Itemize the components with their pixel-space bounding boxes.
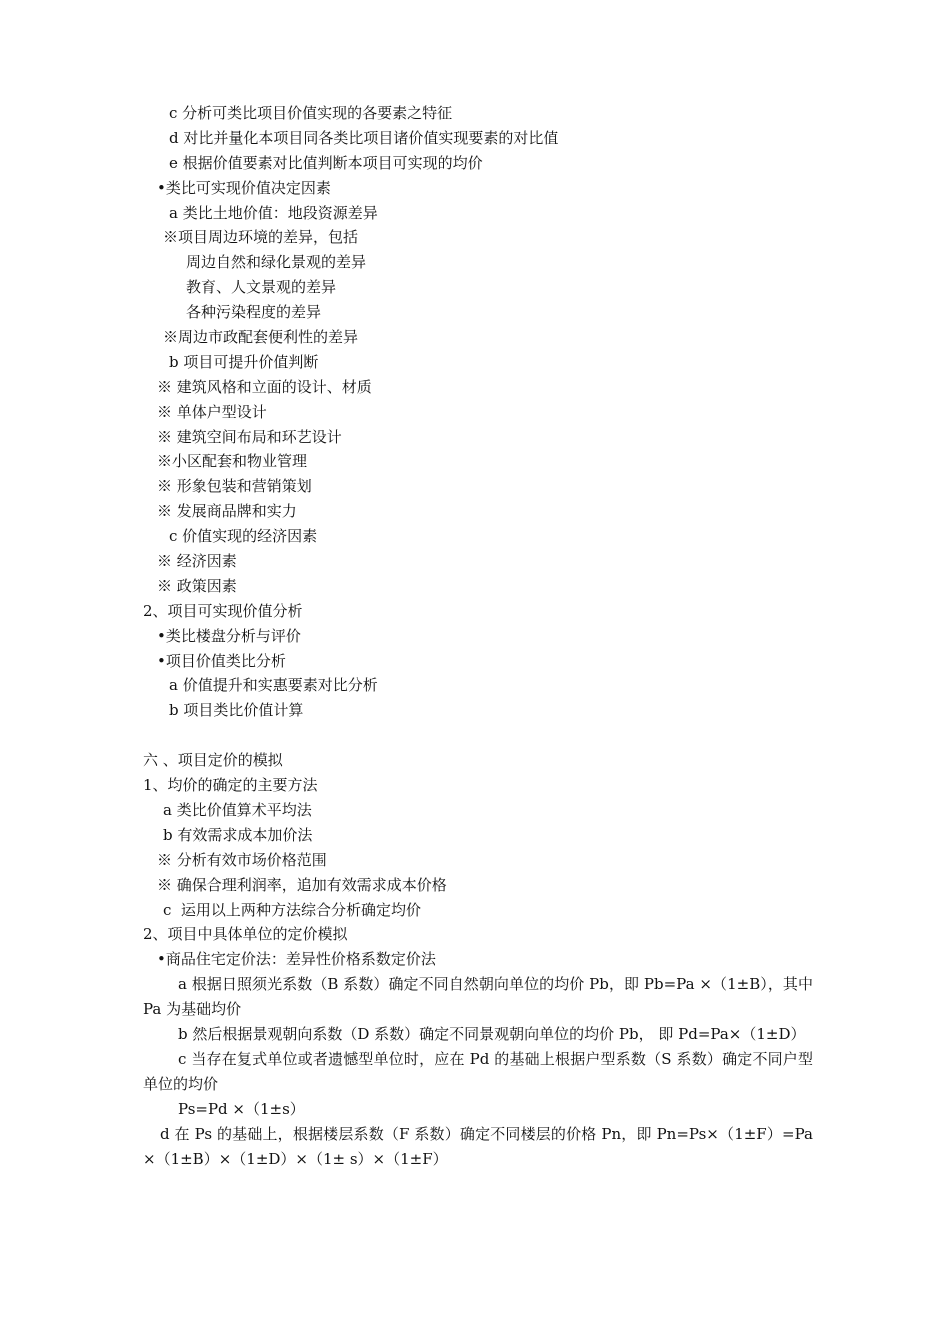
paragraph: d 在 Ps 的基础上，根据楼层系数（F 系数）确定不同楼层的价格 Pn，即 Pn=Ps×（1±F）=Pa ×（1±B）×（1±D）×（1± s）×（1±F） [143, 1124, 813, 1168]
text-line: d 对比并量化本项目同各类比项目诸价值实现要素的对比值 [169, 128, 559, 147]
text-line: b 有效需求成本加价法 [163, 825, 313, 844]
text-line: c 分析可类比项目价值实现的各要素之特征 [169, 104, 453, 122]
text-line: 各种污染程度的差异 [186, 303, 322, 322]
text-line: e 根据价值要素对比值判断本项目可实现的均价 [169, 153, 483, 172]
text-line: ※项目周边环境的差异，包括 [163, 228, 359, 247]
text-line: a 类比价值算术平均法 [163, 800, 312, 819]
text-line: 教育、人文景观的差异 [186, 278, 337, 297]
paragraph: b 然后根据景观朝向系数（D 系数）确定不同景观朝向单位的均价 Pb， 即 Pd=Pa×（1±D） [178, 1024, 806, 1043]
blank-line [143, 723, 813, 748]
text-line: ※ 单体户型设计 [157, 402, 267, 421]
text-line: c 运用以上两种方法综合分析确定均价 [163, 900, 421, 919]
chapter-heading: 六 、项目定价的模拟 [143, 751, 283, 770]
text-line: b 项目可提升价值判断 [169, 352, 319, 371]
bullet-heading: •类比可实现价值决定因素 [157, 178, 331, 197]
text-line: ※ 政策因素 [157, 576, 237, 595]
text-line: ※ 经济因素 [157, 552, 237, 571]
paragraph: a 根据日照须光系数（B 系数）确定不同自然朝向单位的均价 Pb，即 Pb=Pa ×（1±B），其中 Pa 为基础均价 [143, 975, 813, 1019]
section-heading: 2、项目中具体单位的定价模拟 [143, 925, 348, 944]
section-heading: 1、均价的确定的主要方法 [143, 776, 318, 795]
text-line: a 类比土地价值：地段资源差异 [169, 203, 378, 222]
document-body [143, 101, 813, 1171]
bullet-heading: •项目价值类比分析 [157, 651, 286, 670]
text-line: ※ 建筑空间布局和环艺设计 [157, 427, 342, 446]
bullet-heading: •类比楼盘分析与评价 [157, 626, 301, 645]
bullet-heading: •商品住宅定价法：差异性价格系数定价法 [157, 950, 436, 969]
text-line: ※ 确保合理利润率，追加有效需求成本价格 [157, 875, 447, 894]
text-line: b 项目类比价值计算 [169, 701, 304, 720]
text-line: ※周边市政配套便利性的差异 [163, 328, 359, 347]
text-line: a 价值提升和实惠要素对比分析 [169, 676, 378, 695]
text-line: c 价值实现的经济因素 [169, 527, 318, 546]
text-line: ※ 形象包装和营销策划 [157, 477, 312, 496]
text-line: ※ 发展商品牌和实力 [157, 502, 297, 521]
text-line: 周边自然和绿化景观的差异 [186, 253, 367, 272]
text-line: ※ 建筑风格和立面的设计、材质 [157, 377, 372, 396]
paragraph: c 当存在复式单位或者遗憾型单位时，应在 Pd 的基础上根据户型系数（S 系数）确定不同户型单位的均价 [143, 1049, 813, 1093]
formula-line: Ps=Pd ×（1±s） [178, 1099, 305, 1118]
text-line: ※ 分析有效市场价格范围 [157, 850, 327, 869]
section-heading: 2、项目可实现价值分析 [143, 601, 303, 620]
text-line: ※小区配套和物业管理 [157, 452, 308, 471]
